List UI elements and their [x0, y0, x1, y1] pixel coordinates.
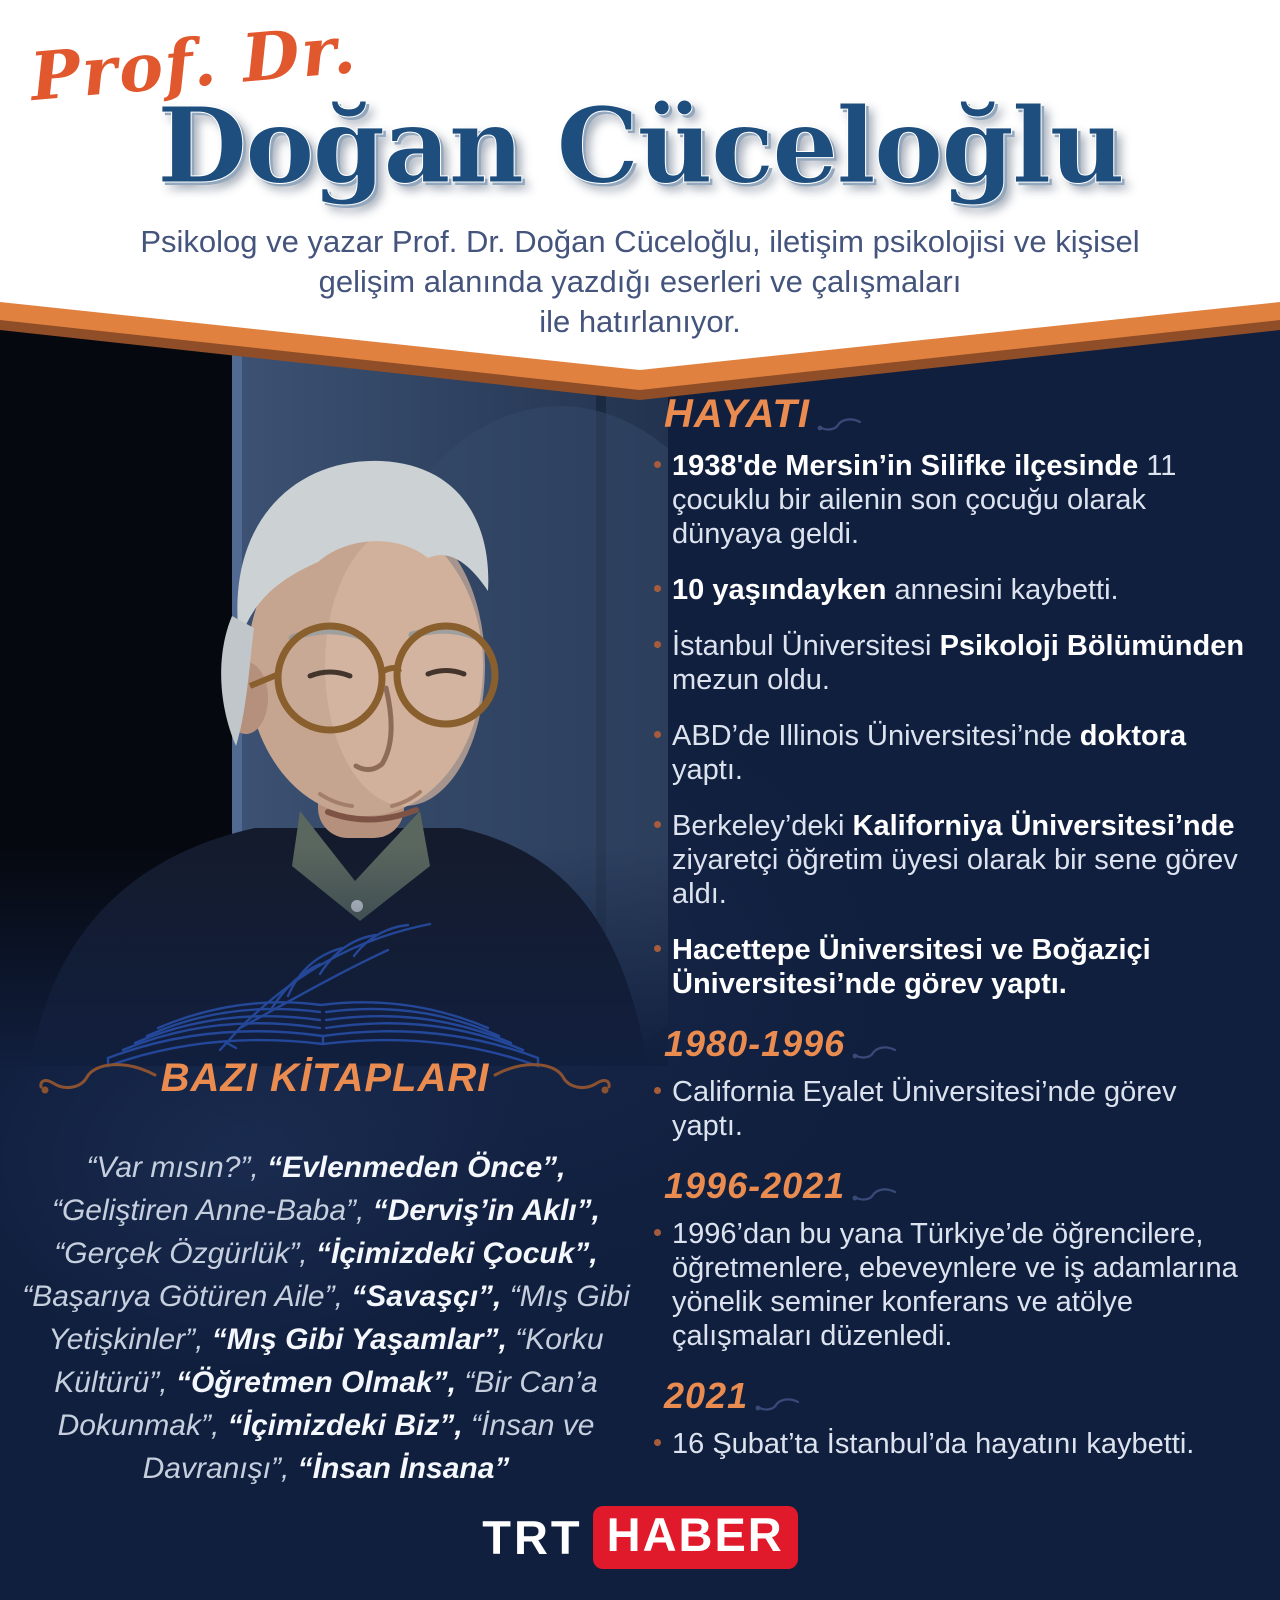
- flourish-icon: [851, 1187, 897, 1203]
- subtitle-line: gelişim alanında yazdığı eserleri ve çalışmaları: [318, 264, 962, 299]
- subtitle: [40, 222, 1240, 342]
- book-title-light: “Geliştiren Anne-Baba”,: [51, 1194, 373, 1227]
- page-title: Doğan Cüceloğlu: [156, 84, 1124, 207]
- bullet-text: California Eyalet Üniversitesi’nde görev yaptı.: [672, 1076, 1177, 1142]
- timeline-heading-1996-2021: [664, 1165, 1250, 1207]
- bullet-text: 1938'de Mersin’in Silifke ilçesinde 11 çocuklu bir ailenin son çocuğu olarak dünyaya geldi.: [672, 450, 1177, 550]
- timeline-heading-label: 2021: [664, 1375, 749, 1416]
- bullet-dot: [654, 945, 661, 952]
- pretitle-script: Prof. Dr.: [27, 9, 361, 117]
- logo-haber-badge: HABER: [593, 1506, 798, 1569]
- timeline-items-1980-1996: [650, 1075, 1250, 1143]
- bullet-dot: [654, 1439, 661, 1446]
- bullet-dot: [654, 1087, 661, 1094]
- bullet-dot: [654, 731, 661, 738]
- flourish-icon: [754, 1397, 800, 1413]
- timeline-heading-1980-1996: [664, 1023, 1250, 1065]
- flourish-left-icon: [37, 1057, 157, 1097]
- bullet-text: ABD’de Illinois Üniversitesi’nde doktora yaptı.: [672, 720, 1187, 786]
- book-title-bold: “Evlenmeden Önce”,: [267, 1151, 566, 1184]
- bullet-text: 16 Şubat’ta İstanbul’da hayatını kaybetti.: [672, 1428, 1195, 1460]
- bullet-item: [650, 1427, 1250, 1461]
- book-title-bold: “Mış Gibi Yaşamlar”,: [211, 1323, 507, 1356]
- book-title-bold: “İçimizdeki Biz”,: [227, 1409, 463, 1442]
- book-title-light: [501, 1280, 509, 1313]
- book-title-bold: “Savaşçı”,: [351, 1280, 502, 1313]
- biography-column: [650, 392, 1250, 1483]
- subtitle-line: ile hatırlanıyor.: [539, 304, 741, 339]
- bullet-dot: [654, 461, 661, 468]
- book-title-bold: “İçimizdeki Çocuk”,: [315, 1237, 598, 1270]
- book-title-light: “Başarıya Götüren Aile”,: [22, 1280, 352, 1313]
- hayati-items: [650, 449, 1250, 1001]
- book-title-light: “Var mısın?”,: [86, 1151, 268, 1184]
- bullet-item: [650, 1217, 1250, 1353]
- books-heading-label: BAZI KİTAPLARI: [160, 1056, 490, 1100]
- hayati-heading-label: HAYATI: [664, 392, 810, 436]
- bullet-text: 10 yaşındayken annesini kaybetti.: [672, 574, 1119, 606]
- bullet-item: [650, 719, 1250, 787]
- bullet-item: [650, 573, 1250, 607]
- timeline-items-2021: [650, 1427, 1250, 1461]
- bullet-item: [650, 629, 1250, 697]
- flourish-right-icon: [493, 1057, 613, 1097]
- book-title-light: “İnsan ve Davranışı”,: [142, 1409, 595, 1485]
- timeline-heading-label: 1996-2021: [664, 1165, 846, 1206]
- trt-haber-logo: [0, 1506, 1280, 1569]
- book-title-light: “Gerçek Özgürlük”,: [54, 1237, 316, 1270]
- bullet-dot: [654, 585, 661, 592]
- timeline-heading-label: 1980-1996: [664, 1023, 846, 1064]
- book-title-bold: “Öğretmen Olmak”,: [175, 1366, 457, 1399]
- book-title-bold: “Derviş’in Aklı”,: [372, 1194, 600, 1227]
- bullet-item: [650, 449, 1250, 551]
- book-title-light: “Bir Can’a Dokunmak”,: [57, 1366, 598, 1442]
- book-title-bold: “İnsan İnsana”: [297, 1452, 510, 1485]
- bullet-dot: [654, 1229, 661, 1236]
- books-list: [22, 1146, 630, 1490]
- logo-trt-text: TRT: [482, 1511, 583, 1564]
- bullet-text: 1996’dan bu yana Türkiye’de öğrencilere, öğretmenlere, ebeveynlere ve iş adamlarına yönelik seminer konferans ve atölye çalışmaları düzenledi.: [672, 1218, 1238, 1352]
- bullet-item: [650, 1075, 1250, 1143]
- bullet-item: [650, 933, 1250, 1001]
- book-title-light: “Korku Kültürü”,: [54, 1323, 604, 1399]
- book-title-light: “Mış Gibi Yetişkinler”,: [48, 1280, 630, 1356]
- books-section-heading: [0, 1056, 650, 1101]
- bullet-text: İstanbul Üniversitesi Psikoloji Bölümünden mezun oldu.: [672, 630, 1245, 696]
- timeline-heading-2021: [664, 1375, 1250, 1417]
- flourish-icon: [851, 1045, 897, 1061]
- bullet-item: [650, 809, 1250, 911]
- bullet-dot: [654, 821, 661, 828]
- bullet-text: Hacettepe Üniversitesi ve Boğaziçi Üniversitesi’nde görev yaptı.: [672, 934, 1151, 1000]
- subtitle-line: Psikolog ve yazar Prof. Dr. Doğan Cüceloğlu, iletişim psikolojisi ve kişisel: [140, 224, 1140, 259]
- bullet-dot: [654, 641, 661, 648]
- timeline-items-1996-2021: [650, 1217, 1250, 1353]
- bullet-text: Berkeley’deki Kaliforniya Üniversitesi’nde ziyaretçi öğretim üyesi olarak bir sene görev aldı.: [672, 810, 1238, 910]
